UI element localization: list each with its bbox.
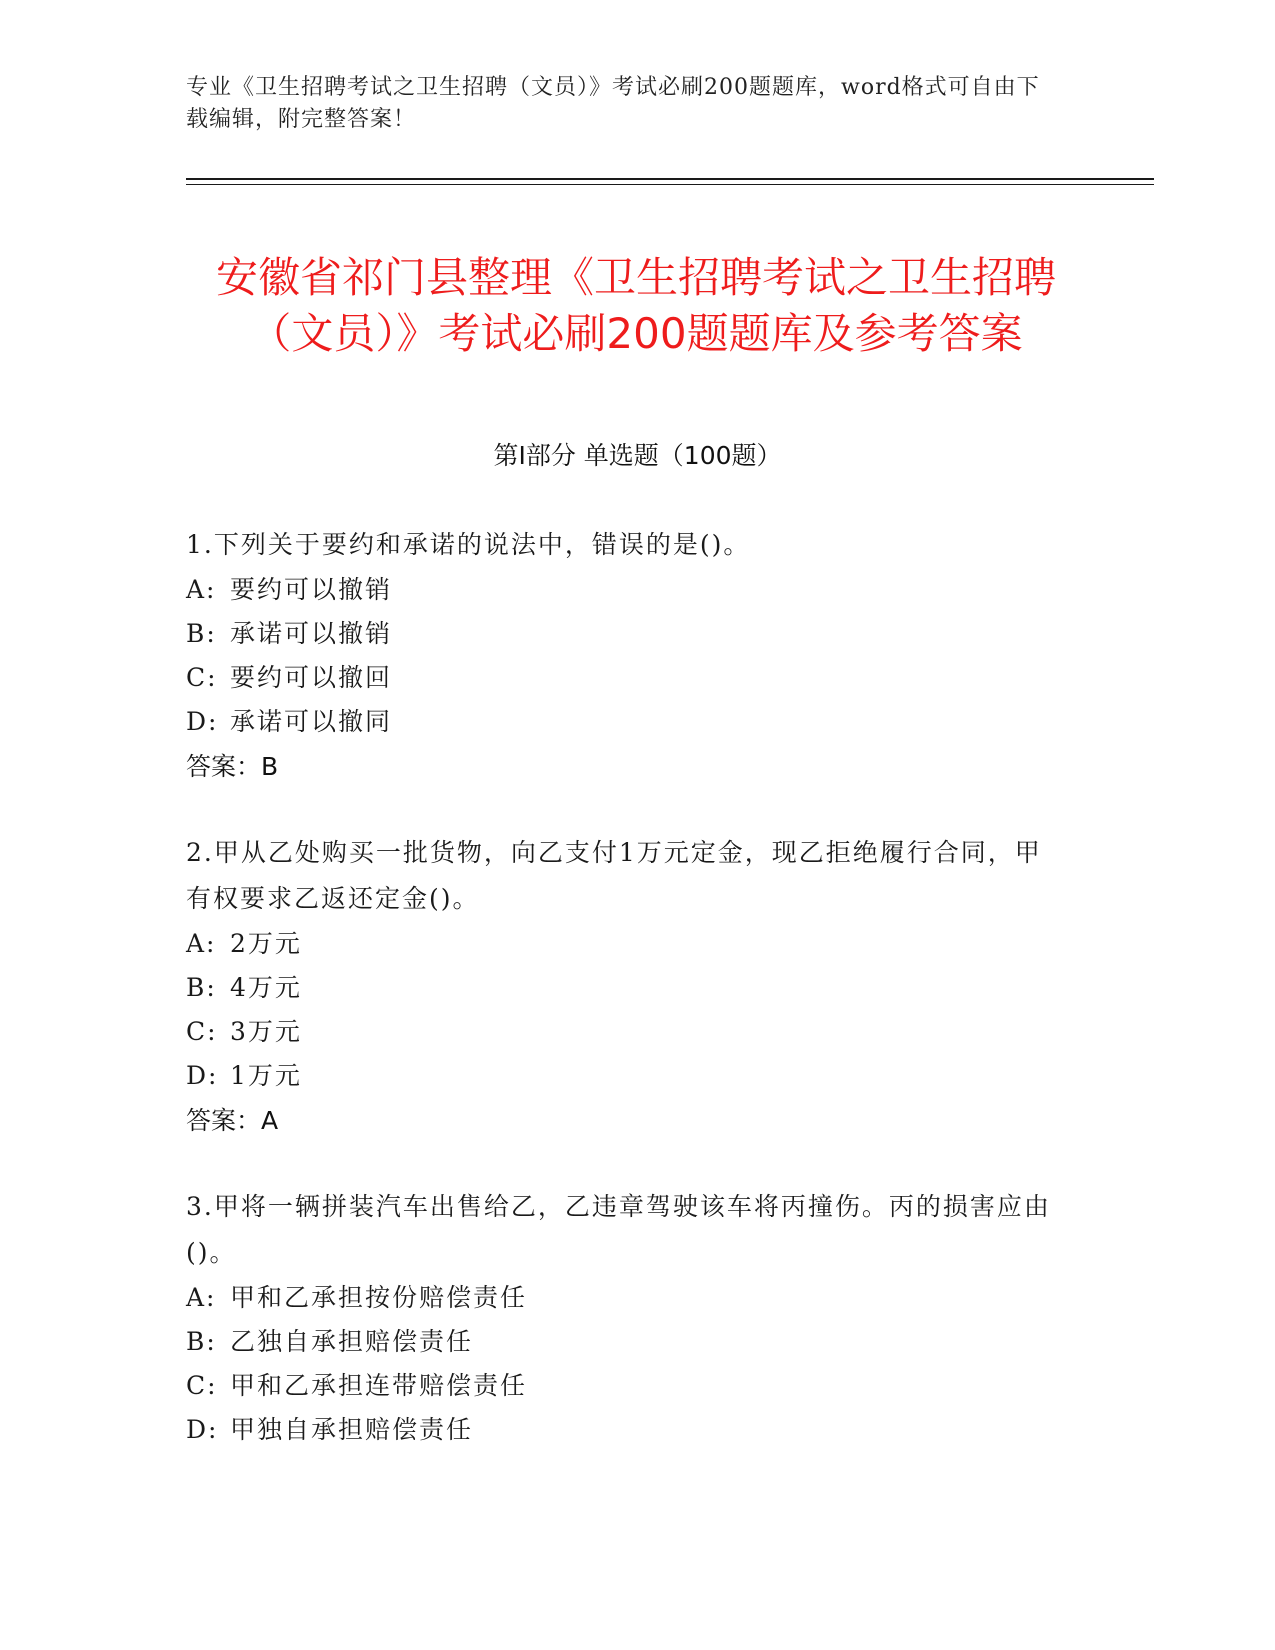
option-key: A: <box>186 575 217 604</box>
question-3 <box>186 1184 1066 1452</box>
option-b <box>186 1320 1066 1364</box>
option-a <box>186 922 1066 966</box>
answer-line: 答案：B <box>186 752 279 781</box>
option-text: 2万元 <box>230 929 302 958</box>
option-b <box>186 612 1066 656</box>
header-rule-thin <box>186 184 1154 185</box>
option-c <box>186 1364 1066 1408</box>
option-text: 乙独自承担赔偿责任 <box>230 1327 474 1356</box>
option-key: C: <box>186 663 218 692</box>
question-2 <box>186 830 1066 1144</box>
option-key: D: <box>186 1061 219 1090</box>
answer-line: 答案：A <box>186 1106 279 1135</box>
header-rule-thick <box>186 178 1154 180</box>
option-key: B: <box>186 1327 217 1356</box>
question-list <box>186 522 1066 1492</box>
option-a <box>186 1276 1066 1320</box>
option-text: 要约可以撤销 <box>230 575 393 604</box>
option-c <box>186 1010 1066 1054</box>
question-stem: 1.下列关于要约和承诺的说法中，错误的是()。 <box>186 530 751 559</box>
option-text: 要约可以撤回 <box>230 663 393 692</box>
option-text: 承诺可以撤销 <box>230 619 393 648</box>
option-text: 1万元 <box>230 1061 302 1090</box>
option-text: 3万元 <box>230 1017 302 1046</box>
option-key: C: <box>186 1017 218 1046</box>
option-key: A: <box>186 1283 217 1312</box>
question-stem: 2.甲从乙处购买一批货物，向乙支付1万元定金，现乙拒绝履行合同，甲有权要求乙返还定金()。 <box>186 838 1042 913</box>
option-text: 承诺可以撤同 <box>230 707 393 736</box>
option-d <box>186 1054 1066 1098</box>
option-text: 甲和乙承担按份赔偿责任 <box>230 1283 528 1312</box>
option-a <box>186 568 1066 612</box>
option-key: D: <box>186 707 219 736</box>
option-text: 甲独自承担赔偿责任 <box>230 1415 474 1444</box>
option-c <box>186 656 1066 700</box>
option-key: B: <box>186 973 217 1002</box>
option-text: 甲和乙承担连带赔偿责任 <box>230 1371 528 1400</box>
option-key: D: <box>186 1415 219 1444</box>
option-d <box>186 1408 1066 1452</box>
option-key: C: <box>186 1371 218 1400</box>
option-text: 4万元 <box>230 973 302 1002</box>
option-d <box>186 700 1066 744</box>
option-key: A: <box>186 929 217 958</box>
question-1 <box>186 522 1066 790</box>
header-note: 专业《卫生招聘考试之卫生招聘（文员）》考试必刷200题题库，word格式可自由下载编辑，附完整答案！ <box>186 75 1040 132</box>
option-key: B: <box>186 619 217 648</box>
question-stem: 3.甲将一辆拼装汽车出售给乙，乙违章驾驶该车将丙撞伤。丙的损害应由()。 <box>186 1192 1051 1267</box>
option-b <box>186 966 1066 1010</box>
document-title: 安徽省祁门县整理《卫生招聘考试之卫生招聘（文员）》考试必刷200题题库及参考答案 <box>215 253 1056 359</box>
section-title: 第Ⅰ部分 单选题（100题） <box>493 441 782 470</box>
